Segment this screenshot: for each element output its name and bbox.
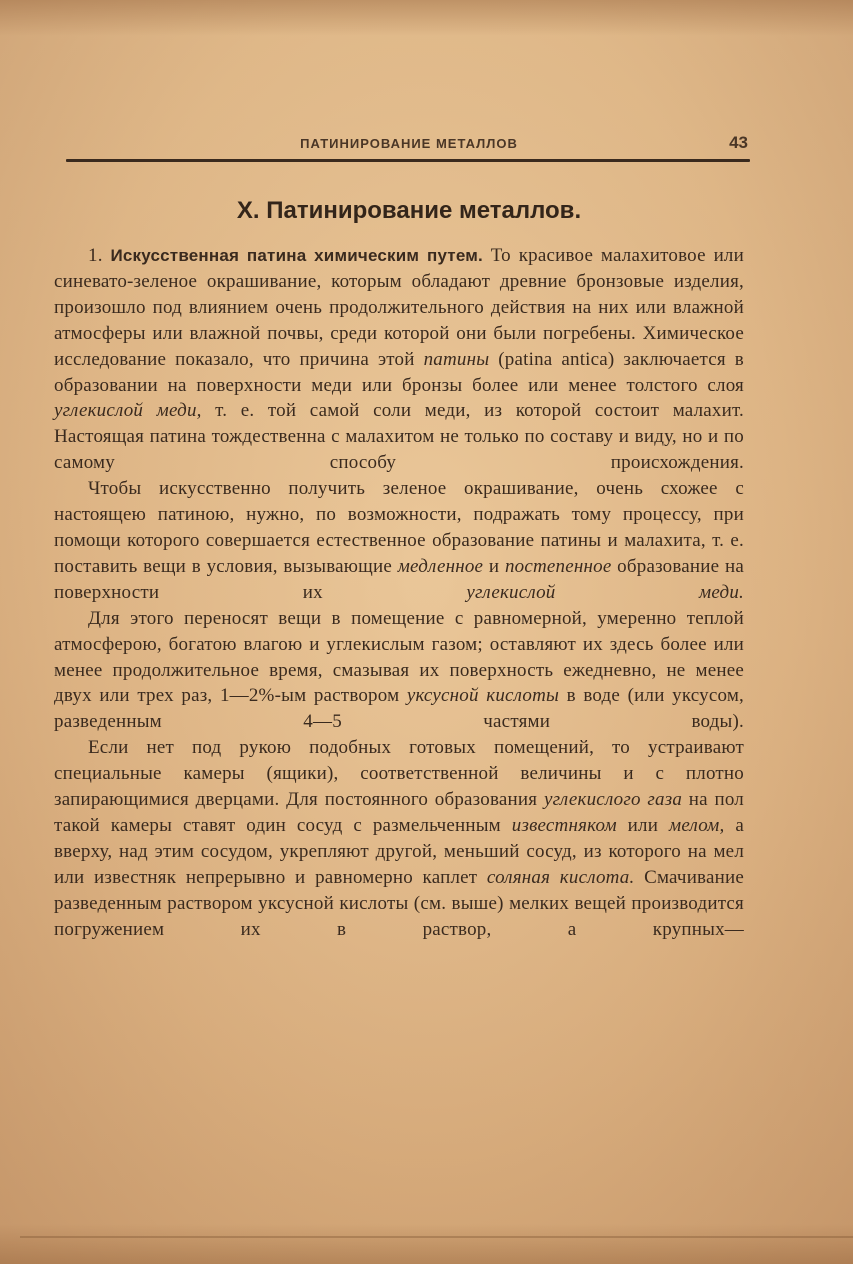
page-bottom-shadow xyxy=(0,1224,853,1264)
body-text xyxy=(54,243,744,942)
italic-term: углекислого газа xyxy=(543,789,683,811)
paragraph xyxy=(54,243,744,476)
italic-term: мелом, xyxy=(669,814,725,836)
text-run: образование на поверхности их xyxy=(54,555,744,603)
text-run: 1. xyxy=(88,245,111,266)
page-top-shadow xyxy=(0,0,853,36)
header-rule xyxy=(66,159,750,162)
text-run: Чтобы искусственно получить зеленое окрашивание, очень схожее с настоящею патиною, нужно, по возможности, подражать тому процессу, при помощи которого совершается естественное образование патины и малахита, т. е. поставить вещи в условия, вызывающие xyxy=(54,478,744,577)
text-run: То красивое малахитовое или синевато-зеленое окрашивание, которым обладают древние бронзовые изделия, произошло под влиянием очень продолжительного действия на них или влажной атмосферы или влажной почвы, среди которой они были погребены. Химическое исследование показало, что причина этой xyxy=(54,245,744,370)
italic-term: патины xyxy=(423,348,490,370)
italic-term: медленное xyxy=(397,555,484,577)
text-run: или xyxy=(616,814,669,836)
running-head: ПАТИНИРОВАНИЕ МЕТАЛЛОВ xyxy=(300,136,518,151)
page-fold-line xyxy=(20,1236,853,1238)
italic-term: известняком xyxy=(511,814,617,836)
italic-term: постепенное xyxy=(504,555,612,577)
italic-term: углекислой меди. xyxy=(466,581,744,603)
chapter-title: X. Патинирование металлов. xyxy=(236,197,582,224)
text-run: Для этого переносят вещи в помещение с равномерной, умеренно теплой атмосферою, богатою влагою и углекислым газом; оставляют их здесь более или менее продолжительное время, смазывая их поверхность ежедневно, не менее двух или трех раз, 1—2%-ым раствором xyxy=(54,607,744,707)
paragraph xyxy=(54,476,744,606)
text-run: а вверху, над этим сосудом, укрепляют другой, меньший сосуд, из которого на мел или известняк непрерывно и равномерно каплет xyxy=(54,814,744,888)
text-run: т. е. той самой соли меди, из которой состоит малахит. Настоящая патина тождественна с малахитом не только по составу и виду, но и по самому способу происхождения. xyxy=(54,400,744,474)
text-run: в воде (или уксусом, разведенным 4—5 частями воды). xyxy=(54,685,745,733)
page-header xyxy=(66,133,752,157)
page-number: 43 xyxy=(729,133,748,152)
italic-term: уксусной кислоты xyxy=(406,685,560,707)
text-run: и xyxy=(483,555,505,577)
section-heading: Искусственная патина химическим путем. xyxy=(110,246,483,265)
text-run: Если нет под рукою подобных готовых помещений, то устраивают специальные камеры (ящики), соответственной величины и с плотно запирающимися дверцами. Для постоянного образования xyxy=(54,737,744,811)
paragraph xyxy=(54,606,744,736)
text-run: (patina antica) заключается в образовании на поверхности меди или бронзы более или менее толстого слоя xyxy=(54,348,744,396)
italic-term: углекислой меди, xyxy=(54,400,202,422)
italic-term: соляная кислота. xyxy=(486,866,635,888)
text-run: на пол такой камеры ставят один сосуд с размельченным xyxy=(54,789,744,836)
text-run: Смачивание разведенным раствором уксусной кислоты (см. выше) мелких вещей производится погружением их в раствор, а крупных— xyxy=(54,866,744,940)
paragraph xyxy=(54,735,744,942)
